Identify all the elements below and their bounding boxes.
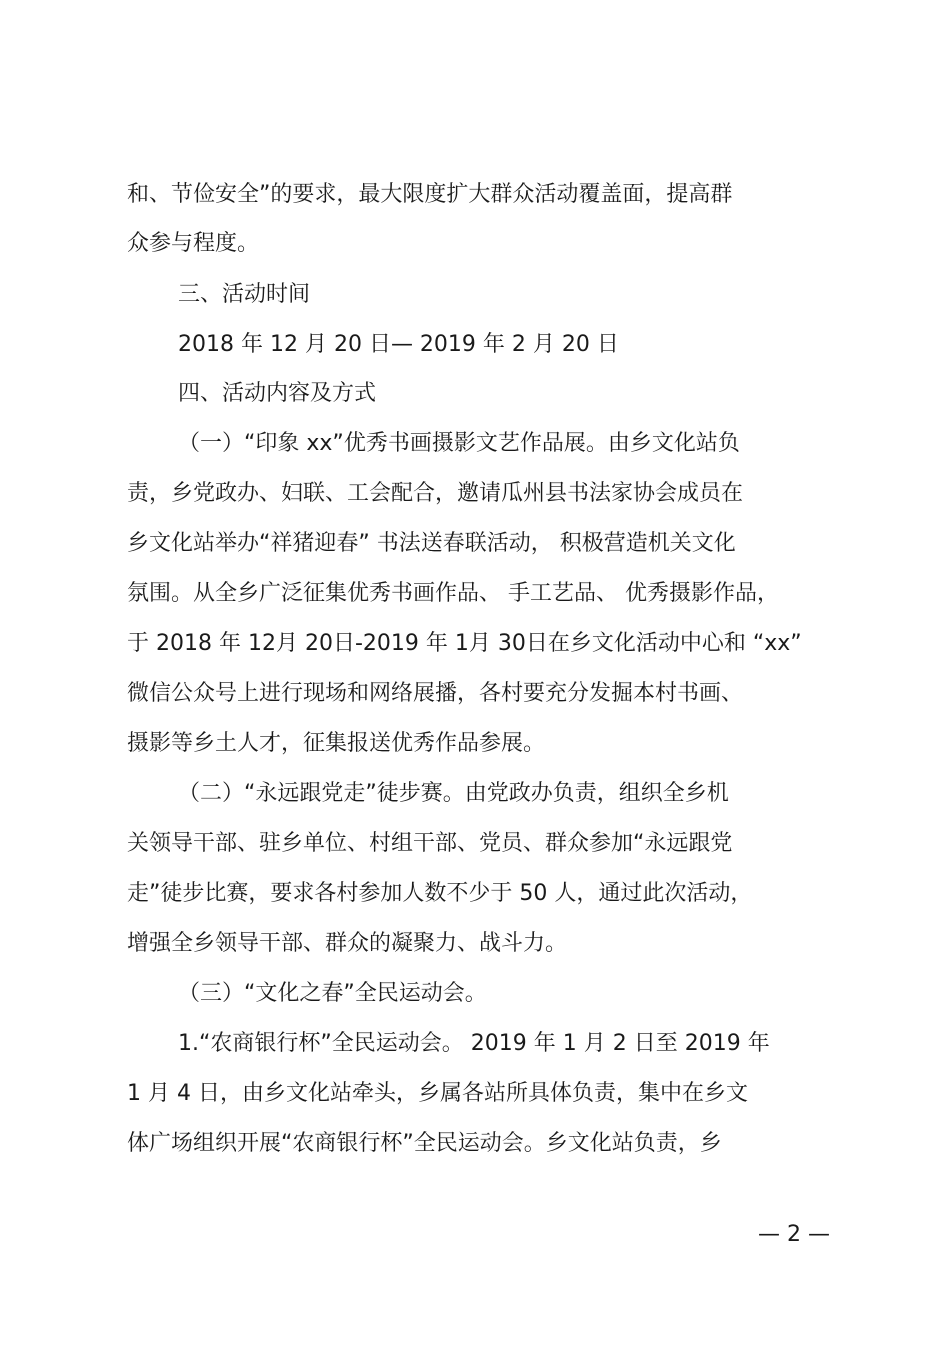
text-line: 众参与程度。: [127, 231, 260, 256]
text-line: 增强全乡领导干部、群众的凝聚力、战斗力。: [127, 931, 568, 956]
text-line: （三）“文化之春”全民运动会。: [178, 981, 487, 1006]
text-line: 微信公众号上进行现场和网络展播，各村要充分发掘本村书画、: [127, 681, 744, 706]
text-line: 走”徒步比赛，要求各村参加人数不少于 50 人，通过此次活动，: [127, 881, 753, 906]
text-line: 责，乡党政办、妇联、工会配合，邀请瓜州县书法家协会成员在: [127, 481, 744, 506]
text-line: 氛围。从全乡广泛征集优秀书画作品、 手工艺品、 优秀摄影作品，: [127, 581, 779, 606]
text-line: （一）“印象 xx”优秀书画摄影文艺作品展。由乡文化站负: [178, 431, 740, 456]
text-line: 2018 年 12 月 20 日— 2019 年 2 月 20 日: [178, 332, 619, 357]
text-line: 于 2018 年 12月 20日-2019 年 1月 30日在乡文化活动中心和 “xx”: [127, 631, 802, 656]
text-line: （二）“永远跟党走”徒步赛。由党政办负责，组织全乡机: [178, 781, 729, 806]
section-heading: 四、活动内容及方式: [178, 381, 377, 406]
text-line: 1 月 4 日，由乡文化站牵头，乡属各站所具体负责，集中在乡文: [127, 1081, 748, 1106]
text-line: 关领导干部、驻乡单位、村组干部、党员、群众参加“永远跟党: [127, 831, 733, 856]
text-line: 和、节俭安全”的要求，最大限度扩大群众活动覆盖面，提高群: [127, 182, 733, 207]
page-number: — 2 —: [758, 1222, 830, 1247]
text-line: 1.“农商银行杯”全民运动会。 2019 年 1 月 2 日至 2019 年: [178, 1031, 770, 1056]
text-line: 摄影等乡土人才，征集报送优秀作品参展。: [127, 731, 546, 756]
text-line: 体广场组织开展“农商银行杯”全民运动会。乡文化站负责，乡: [127, 1131, 722, 1156]
text-line: 乡文化站举办“祥猪迎春” 书法送春联活动， 积极营造机关文化: [127, 531, 736, 556]
section-heading: 三、活动时间: [178, 282, 311, 307]
